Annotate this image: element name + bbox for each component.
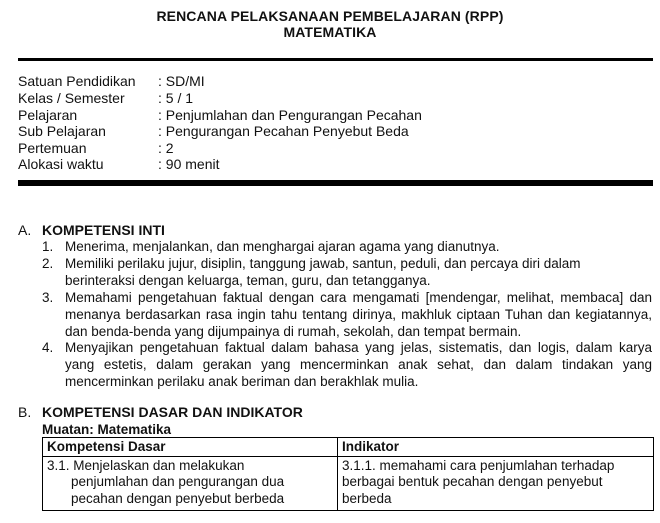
identity-label: Kelas / Semester: [18, 90, 125, 106]
identity-label: Pelajaran: [18, 107, 78, 123]
kd-text-line-3: pecahan dengan penyebut berbeda: [71, 490, 285, 506]
identity-value: : SD/MI: [158, 73, 205, 89]
kd-code: 3.1.: [47, 457, 70, 473]
identity-value: : 90 menit: [158, 156, 220, 172]
identity-label: Alokasi waktu: [18, 156, 104, 172]
indikator-cell: 3.1.1. memahami cara penjumlahan terhadap berbagai bentuk pecahan dengan penyebut berbeda: [338, 456, 654, 511]
kd-text-line-2: penjumlahan dan pengurangan dua: [71, 474, 285, 489]
identity-value: : 5 / 1: [158, 90, 194, 106]
column-header-indikator: Indikator: [338, 438, 654, 457]
identity-value: : Penjumlahan dan Pengurangan Pecahan: [158, 107, 422, 123]
document-subtitle: MATEMATIKA: [283, 24, 377, 40]
document-title: RENCANA PELAKSANAAN PEMBELAJARAN (RPP): [156, 8, 504, 24]
identity-value: : Pengurangan Pecahan Penyebut Beda: [158, 123, 409, 139]
ki-number: 2.: [42, 256, 54, 271]
section-b-letter: B.: [18, 404, 32, 420]
kd-indicator-table: [42, 437, 654, 511]
identity-value: : 2: [158, 140, 174, 156]
ki-text: Memiliki perilaku jujur, disiplin, tanggung jawab, santun, peduli, dan percaya diri dalam berinteraksi dengan keluarga, teman, guru, dan tetangganya.: [65, 256, 581, 288]
section-a-heading: [18, 222, 165, 238]
section-a-letter: A.: [18, 222, 32, 238]
muatan-label: Muatan: Matematika: [42, 422, 172, 437]
ki-text: Menerima, menjalankan, dan menghargai ajaran agama yang dianutnya.: [65, 239, 500, 254]
ki-number: 3.: [42, 290, 54, 305]
ki-item: [42, 290, 652, 341]
table-header-row: [43, 438, 654, 457]
top-divider: [18, 58, 653, 61]
section-b-heading: [18, 404, 303, 420]
identity-label: Sub Pelajaran: [18, 123, 106, 139]
identity-label: Satuan Pendidikan: [18, 73, 136, 89]
identity-label: Pertemuan: [18, 140, 87, 156]
column-header-kd: Kompetensi Dasar: [43, 438, 338, 457]
kd-cell: [43, 456, 338, 511]
ki-number: 4.: [42, 340, 54, 355]
ki-text: Memahami pengetahuan faktual dengan cara mengamati [mendengar, melihat, membaca] dan menanya berdasarkan rasa ingin tahu tentang dirinya, makhluk ciptaan Tuhan dan kegiatannya, dan benda-benda yang dijumpainya di rumah, sekolah, dan tempat bermain.: [65, 290, 652, 339]
section-b-title: KOMPETENSI DASAR DAN INDIKATOR: [42, 404, 303, 420]
ki-number: 1.: [42, 239, 54, 254]
ki-item: [42, 340, 652, 391]
ki-text: Menyajikan pengetahuan faktual dalam bahasa yang jelas, sistematis, dan logis, dalam karya yang estetis, dalam gerakan yang mencerminkan anak sehat, dan dalam tindakan yang mencerminkan perilaku anak beriman dan berakhlak mulia.: [65, 340, 652, 389]
kd-text-line-1: Menjelaskan dan melakukan: [73, 457, 245, 473]
kd-line: [47, 458, 333, 475]
ki-item: [42, 239, 652, 256]
identity-divider: [18, 180, 653, 186]
table-row: [43, 456, 654, 511]
ki-item: [42, 256, 652, 290]
section-a-title: KOMPETENSI INTI: [42, 222, 165, 238]
